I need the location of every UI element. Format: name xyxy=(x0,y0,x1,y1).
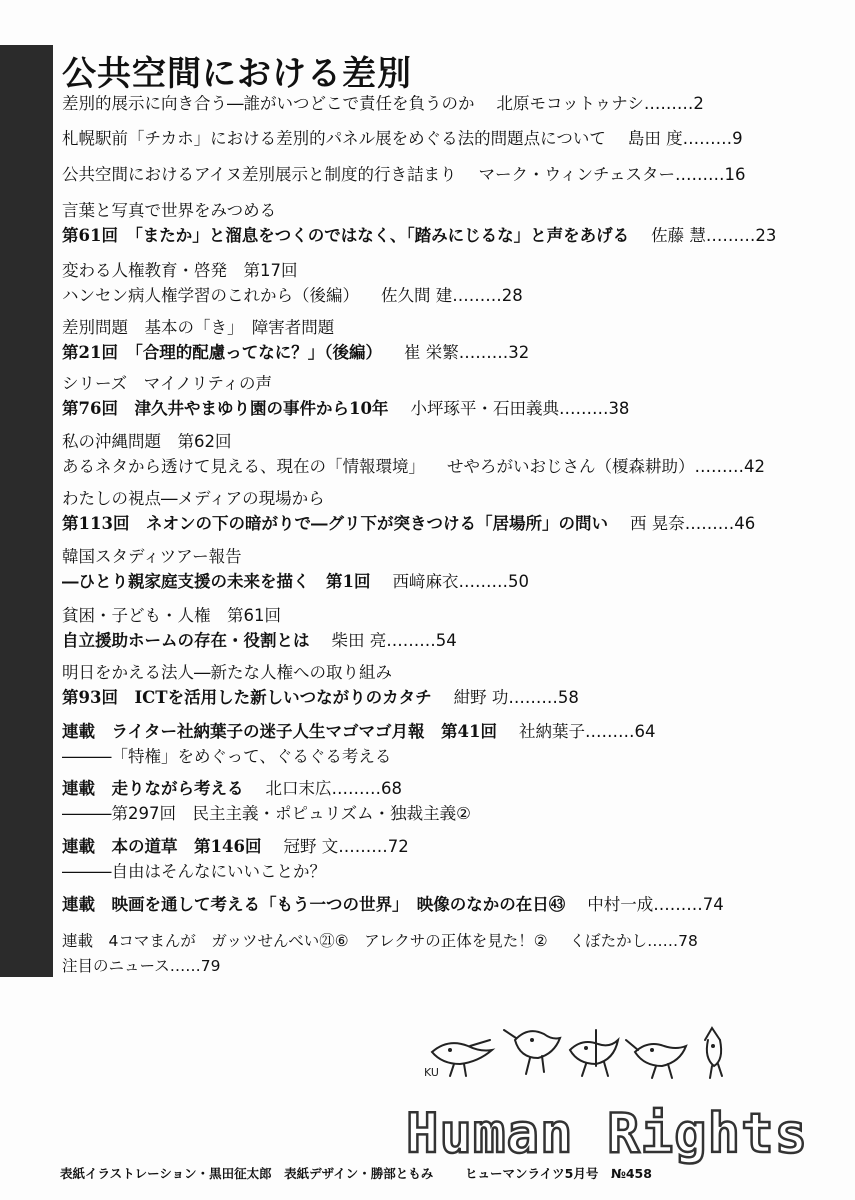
toc-line[interactable]: 第61回 「またか」と溜息をつくのではなく、「踏みにじるな」と声をあげる 佐藤 慧………23 xyxy=(62,226,777,245)
page-title: 公共空間における差別 xyxy=(62,54,412,94)
toc-line[interactable]: 札幌駅前「チカホ」における差別的パネル展をめぐる法的問題点について 島田 度………9 xyxy=(62,129,743,148)
toc-line[interactable]: シリーズ マイノリティの声 xyxy=(62,374,273,393)
human-rights-logo xyxy=(400,1092,809,1172)
toc-line[interactable]: 連載 4コマまんが ガッツせんべい㉑⑥ アレクサの正体を見た！② くぼたかし……78 xyxy=(62,932,698,950)
toc-line[interactable]: ―――第297回 民主主義・ポピュリズム・独裁主義② xyxy=(62,804,471,823)
toc-line[interactable]: 連載 映画を通して考える「もう一つの世界」 映像のなかの在日㊸ 中村一成………74 xyxy=(62,895,724,914)
toc-line[interactable]: 第21回 「合理的配慮ってなに？」（後編） 崔 栄繁………32 xyxy=(62,343,530,362)
toc-line[interactable]: 差別的展示に向き合う―誰がいつどこで責任を負うのか 北原モコットゥナシ………2 xyxy=(62,94,704,113)
svg-text:Human Rights: Human Rights xyxy=(406,1102,809,1165)
toc-line[interactable]: 第76回 津久井やまゆり園の事件から10年 小坪琢平・石田義典………38 xyxy=(62,399,630,418)
toc-line[interactable]: ハンセン病人権学習のこれから（後編） 佐久間 建………28 xyxy=(62,286,523,305)
toc-line[interactable]: ―――自由はそんなにいいことか？ xyxy=(62,862,326,881)
toc-line[interactable]: あるネタから透けて見える、現在の「情報環境」 せやろがいおじさん（榎森耕助）………42 xyxy=(62,457,765,476)
toc-line[interactable]: 公共空間におけるアイヌ差別展示と制度的行き詰まり マーク・ウィンチェスター………16 xyxy=(62,165,746,184)
birds-signature: KU xyxy=(424,1066,439,1079)
toc-line[interactable]: 韓国スタディツアー報告 xyxy=(62,547,242,566)
toc-line[interactable]: 貧困・子ども・人権 第61回 xyxy=(62,606,281,625)
toc-line[interactable]: 明日をかえる法人―新たな人権への取り組み xyxy=(62,663,392,682)
toc-line[interactable]: 連載 本の道草 第146回 冠野 文………72 xyxy=(62,837,409,856)
footer-credits: 表紙イラストレーション・黒田征太郎 表紙デザイン・勝部ともみ xyxy=(60,1166,434,1181)
toc-line[interactable]: 言葉と写真で世界をみつめる xyxy=(62,201,277,220)
toc-line[interactable]: 差別問題 基本の「き」 障害者問題 xyxy=(62,318,335,337)
toc-line[interactable]: 注目のニュース……79 xyxy=(62,957,221,975)
birds-illustration xyxy=(420,1010,760,1090)
toc-line[interactable]: 自立援助ホームの存在・役割とは 柴田 亮………54 xyxy=(62,631,457,650)
toc-line[interactable]: ―――「特権」をめぐって、ぐるぐる考える xyxy=(62,747,392,766)
toc-line[interactable]: 変わる人権教育・啓発 第17回 xyxy=(62,261,298,280)
toc-line[interactable]: 私の沖縄問題 第62回 xyxy=(62,432,232,451)
toc-line[interactable]: わたしの視点―メディアの現場から xyxy=(62,489,325,508)
footer-issue: ヒューマンライツ5月号 №458 xyxy=(465,1166,652,1181)
toc-line[interactable]: 連載 ライター社納葉子の迷子人生マゴマゴ月報 第41回 社納葉子………64 xyxy=(62,722,656,741)
toc-line[interactable]: 連載 走りながら考える 北口末広………68 xyxy=(62,779,402,798)
toc-line[interactable]: 第93回 ICTを活用した新しいつながりのカタチ 紺野 功………58 xyxy=(62,688,579,707)
toc-line[interactable]: 第113回 ネオンの下の暗がりで―グリ下が突きつける「居場所」の問い 西 晃奈………46 xyxy=(62,514,756,533)
side-bar-decoration xyxy=(0,45,53,977)
toc-line[interactable]: ―ひとり親家庭支援の未来を描く 第1回 西﨑麻衣………50 xyxy=(62,572,529,591)
